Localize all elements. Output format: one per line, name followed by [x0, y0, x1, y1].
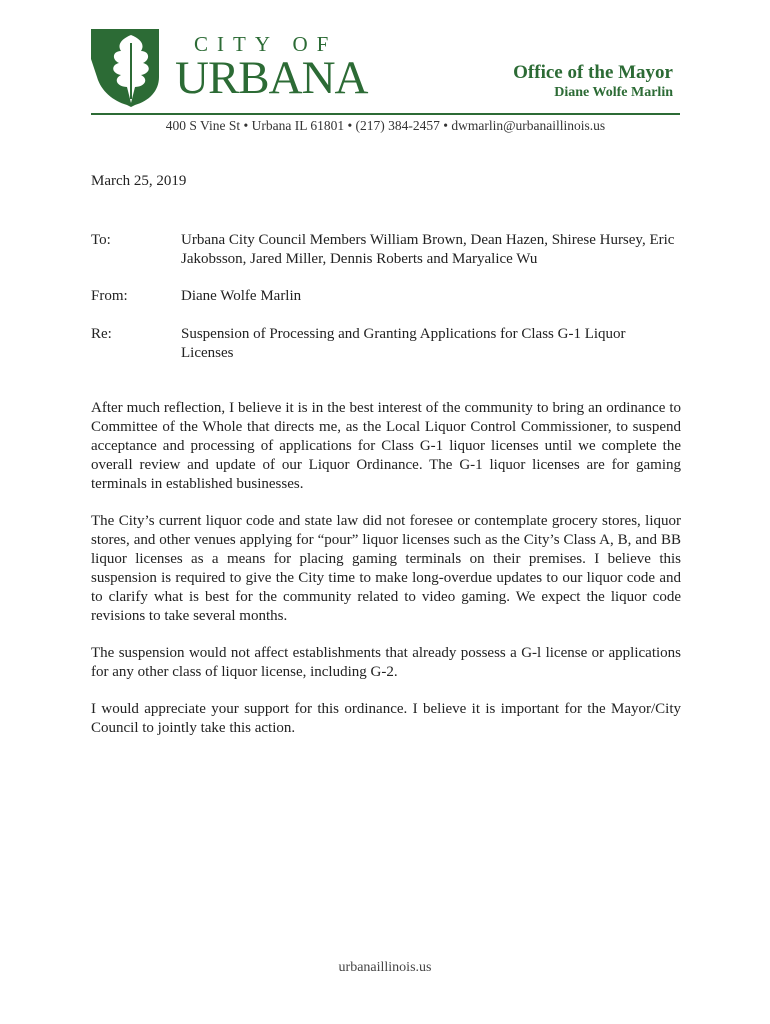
header-rule: [91, 113, 680, 115]
to-value: Urbana City Council Members William Brown, Dean Hazen, Shirese Hursey, Eric Jakobsson, Jared Miller, Dennis Roberts and Maryalice Wu: [181, 232, 675, 267]
footer-url: urbanaillinois.us: [338, 960, 432, 975]
re-value: Suspension of Processing and Granting Applications for Class G-1 Liquor Licenses: [181, 326, 626, 361]
body-paragraph-3: The suspension would not affect establishments that already possess a G-l license or applications for any other class of liquor license, including G-2.: [91, 645, 681, 680]
from-label: From:: [91, 288, 128, 304]
city-logo: [91, 29, 371, 107]
logo-city-of: CITY OF: [194, 32, 338, 56]
address-line: 400 S Vine St • Urbana IL 61801 • (217) 384-2457 • dwmarlin@urbanaillinois.us: [165, 118, 606, 133]
oak-leaf-icon: [91, 29, 171, 107]
letter-date: March 25, 2019: [91, 173, 187, 189]
body-paragraph-1: After much reflection, I believe it is in the best interest of the community to bring an ordinance to Committee of the Whole that directs me, as the Local Liquor Control Commissioner, to suspend acceptance and processing of applications for Class G-1 liquor licenses until we complete the overall review and update of our Liquor Ordinance. The G-1 liquor licenses are for gaming terminals in established businesses.: [91, 400, 681, 492]
logo-urbana: URBANA: [175, 52, 368, 104]
body-paragraph-2: The City’s current liquor code and state law did not foresee or contemplate grocery stores, liquor stores, and other venues applying for “pour” liquor licenses such as the City’s Class A, B, and BB liquor licenses as a means for placing gaming terminals on their premises. I believe this suspension is required to give the City time to make long-overdue updates to our liquor code and to clarify what is best for the community related to video gaming. We expect the liquor code revisions to take several months.: [91, 513, 681, 624]
body-paragraph-4: I would appreciate your support for this ordinance. I believe it is important for the Mayor/City Council to jointly take this action.: [91, 701, 681, 736]
office-title: Office of the Mayor: [513, 62, 673, 83]
re-label: Re:: [91, 326, 112, 342]
office-name: Diane Wolfe Marlin: [554, 84, 673, 100]
to-label: To:: [91, 232, 111, 248]
letter-body: [91, 399, 681, 756]
office-block: [513, 62, 673, 102]
from-value: Diane Wolfe Marlin: [181, 288, 302, 304]
